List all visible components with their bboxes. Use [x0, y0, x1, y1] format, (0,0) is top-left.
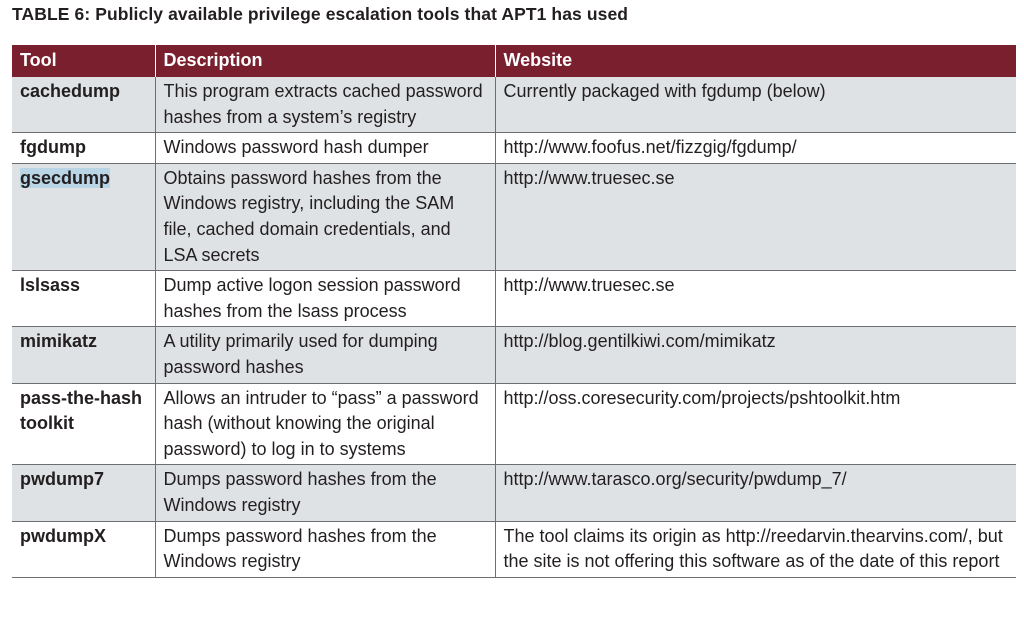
- column-header-description: Description: [155, 45, 495, 77]
- table-row: [12, 521, 1016, 577]
- description-cell: Dumps password hashes from the Windows registry: [155, 521, 495, 577]
- website-cell[interactable]: http://www.truesec.se: [495, 163, 1016, 270]
- tool-cell: lslsass: [12, 271, 155, 327]
- tool-cell: cachedump: [12, 77, 155, 133]
- tool-cell: pwdumpX: [12, 521, 155, 577]
- tool-cell: mimikatz: [12, 327, 155, 383]
- description-cell: This program extracts cached password hashes from a system’s registry: [155, 77, 495, 133]
- website-cell[interactable]: http://blog.gentilkiwi.com/mimikatz: [495, 327, 1016, 383]
- table-header-row: [12, 45, 1016, 77]
- column-header-website: Website: [495, 45, 1016, 77]
- tool-cell: [12, 163, 155, 270]
- selected-text[interactable]: gsecdump: [20, 167, 111, 188]
- tool-cell: pass-the-hash toolkit: [12, 383, 155, 465]
- tools-table: [12, 45, 1016, 578]
- column-header-tool: Tool: [12, 45, 155, 77]
- table-row: [12, 465, 1016, 521]
- table-caption: TABLE 6: Publicly available privilege escalation tools that APT1 has used: [12, 4, 629, 24]
- description-cell: Allows an intruder to “pass” a password hash (without knowing the original password) to log in to systems: [155, 383, 495, 465]
- description-cell: Dump active logon session password hashes from the lsass process: [155, 271, 495, 327]
- table-row: [12, 77, 1016, 133]
- description-cell: Obtains password hashes from the Windows registry, including the SAM file, cached domain credentials, and LSA secrets: [155, 163, 495, 270]
- table-row: [12, 271, 1016, 327]
- website-cell: Currently packaged with fgdump (below): [495, 77, 1016, 133]
- website-cell: The tool claims its origin as http://reedarvin.thearvins.com/, but the site is not offering this software as of the date of this report: [495, 521, 1016, 577]
- table-row: [12, 327, 1016, 383]
- website-cell[interactable]: http://oss.coresecurity.com/projects/pshtoolkit.htm: [495, 383, 1016, 465]
- table-row: [12, 133, 1016, 164]
- description-cell: Dumps password hashes from the Windows registry: [155, 465, 495, 521]
- website-cell[interactable]: http://www.truesec.se: [495, 271, 1016, 327]
- tool-cell: pwdump7: [12, 465, 155, 521]
- description-cell: A utility primarily used for dumping password hashes: [155, 327, 495, 383]
- table-row: [12, 163, 1016, 270]
- tool-cell: fgdump: [12, 133, 155, 164]
- website-cell[interactable]: http://www.tarasco.org/security/pwdump_7/: [495, 465, 1016, 521]
- table-row: [12, 383, 1016, 465]
- description-cell: Windows password hash dumper: [155, 133, 495, 164]
- website-cell[interactable]: http://www.foofus.net/fizzgig/fgdump/: [495, 133, 1016, 164]
